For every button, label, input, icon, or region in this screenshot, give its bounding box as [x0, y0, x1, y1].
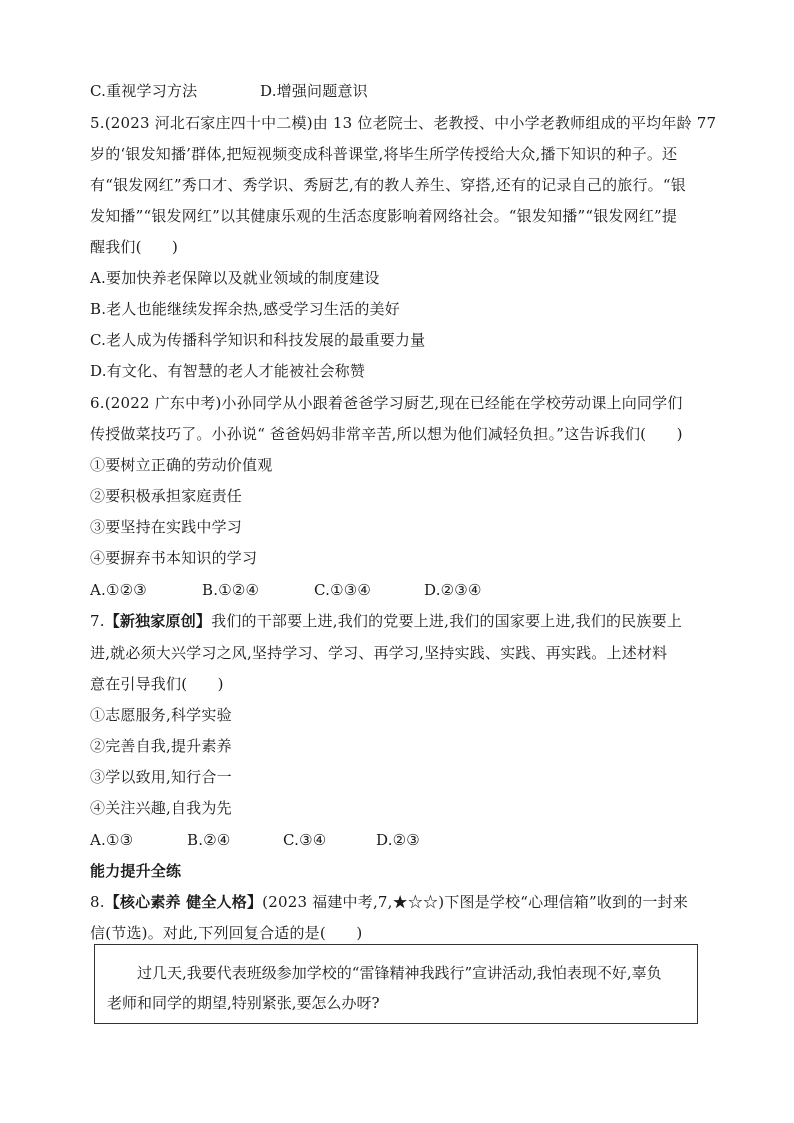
q4-options: [90, 81, 710, 101]
q6-option-c: C.①③④: [314, 581, 372, 599]
q7-statement-3: ③学以致用,知行合一: [90, 768, 232, 786]
letter-line-1: 过几天,我要代表班级参加学校的“雷锋精神我践行”宣讲活动,我怕表现不好,辜负: [107, 964, 662, 982]
q5-option-b: B.老人也能继续发挥余热,感受学习生活的美好: [90, 300, 400, 318]
q4-option-c: C.重视学习方法: [90, 82, 198, 100]
q7-options: [90, 830, 710, 850]
q5-stem-line-2: 岁的‘银发知播’群体,把短视频变成科普课堂,将毕生所学传授给大众,播下知识的种子。还: [90, 145, 678, 163]
q5-stem-line-1: 5.(2023 河北石家庄四十中二模)由 13 位老院士、老教授、中小学老教师组成的平均年龄 77: [90, 114, 717, 132]
q6-statement-4: ④要摒弃书本知识的学习: [90, 549, 258, 567]
q6-options: [90, 580, 710, 600]
q7-stem-line-1: [90, 611, 710, 631]
q4-option-d: D.增强问题意识: [260, 82, 368, 100]
q5-option-a: A.要加快养老保障以及就业领域的制度建设: [90, 269, 380, 287]
q6-stem-line-1: 6.(2022 广东中考)小孙同学从小跟着爸爸学习厨艺,现在已经能在学校劳动课上向同学们: [90, 394, 683, 412]
q7-statement-1: ①志愿服务,科学实验: [90, 706, 232, 724]
letter-line-2: 老师和同学的期望,特别紧张,要怎么办呀?: [107, 994, 380, 1012]
q5-stem-line-4: 发知播”“银发网红”以其健康乐观的生活态度影响着网络社会。“银发知播”“银发网红”提: [90, 207, 678, 225]
q5-option-d: D.有文化、有智慧的老人才能被社会称赞: [90, 362, 366, 380]
q5-option-c: C.老人成为传播科学知识和科技发展的最重要力量: [90, 331, 426, 349]
letter-excerpt-box: [94, 944, 698, 1024]
q7-option-a: A.①③: [90, 831, 134, 849]
q6-option-d: D.②③④: [424, 581, 482, 599]
q6-stem-line-2: 传授做菜技巧了。小孙说“ 爸爸妈妈非常辛苦,所以想为他们减轻负担。”这告诉我们( ): [90, 425, 683, 443]
q6-option-b: B.①②④: [202, 581, 260, 599]
q8-stem-text: (2023 福建中考,7,★☆☆)下图是学校“心理信箱”收到的一封来: [262, 893, 689, 911]
q6-option-a: A.①②③: [90, 581, 147, 599]
q8-stem-line-2: 信(节选)。对此,下列回复合适的是( ): [90, 924, 363, 942]
q8-stem-line-1: [90, 892, 710, 912]
q8-tag: 【核心素养 健全人格】: [104, 893, 263, 911]
q6-statement-3: ③要坚持在实践中学习: [90, 518, 243, 536]
q7-stem-text: 我们的干部要上进,我们的党要上进,我们的国家要上进,我们的民族要上: [211, 612, 683, 630]
q7-statement-2: ②完善自我,提升素养: [90, 737, 232, 755]
q6-statement-2: ②要积极承担家庭责任: [90, 487, 243, 505]
q7-tag: 【新独家原创】: [104, 612, 212, 630]
q6-statement-1: ①要树立正确的劳动价值观: [90, 456, 273, 474]
q7-statement-4: ④关注兴趣,自我为先: [90, 799, 232, 817]
q7-stem-line-3: 意在引导我们( ): [90, 675, 224, 693]
q7-option-b: B.②④: [187, 831, 231, 849]
q5-stem-line-5: 醒我们( ): [90, 238, 179, 256]
q7-number: 7.: [90, 612, 105, 630]
section-title: 能力提升全练: [90, 862, 182, 880]
q8-number: 8.: [90, 893, 105, 911]
q7-option-d: D.②③: [376, 831, 420, 849]
q7-option-c: C.③④: [283, 831, 327, 849]
q7-stem-line-2: 进,就必须大兴学习之风,坚持学习、学习、再学习,坚持实践、实践、再实践。上述材料: [90, 644, 668, 662]
q5-stem-line-3: 有“银发网红”秀口才、秀学识、秀厨艺,有的教人养生、穿搭,还有的记录自己的旅行。“银: [90, 176, 686, 194]
